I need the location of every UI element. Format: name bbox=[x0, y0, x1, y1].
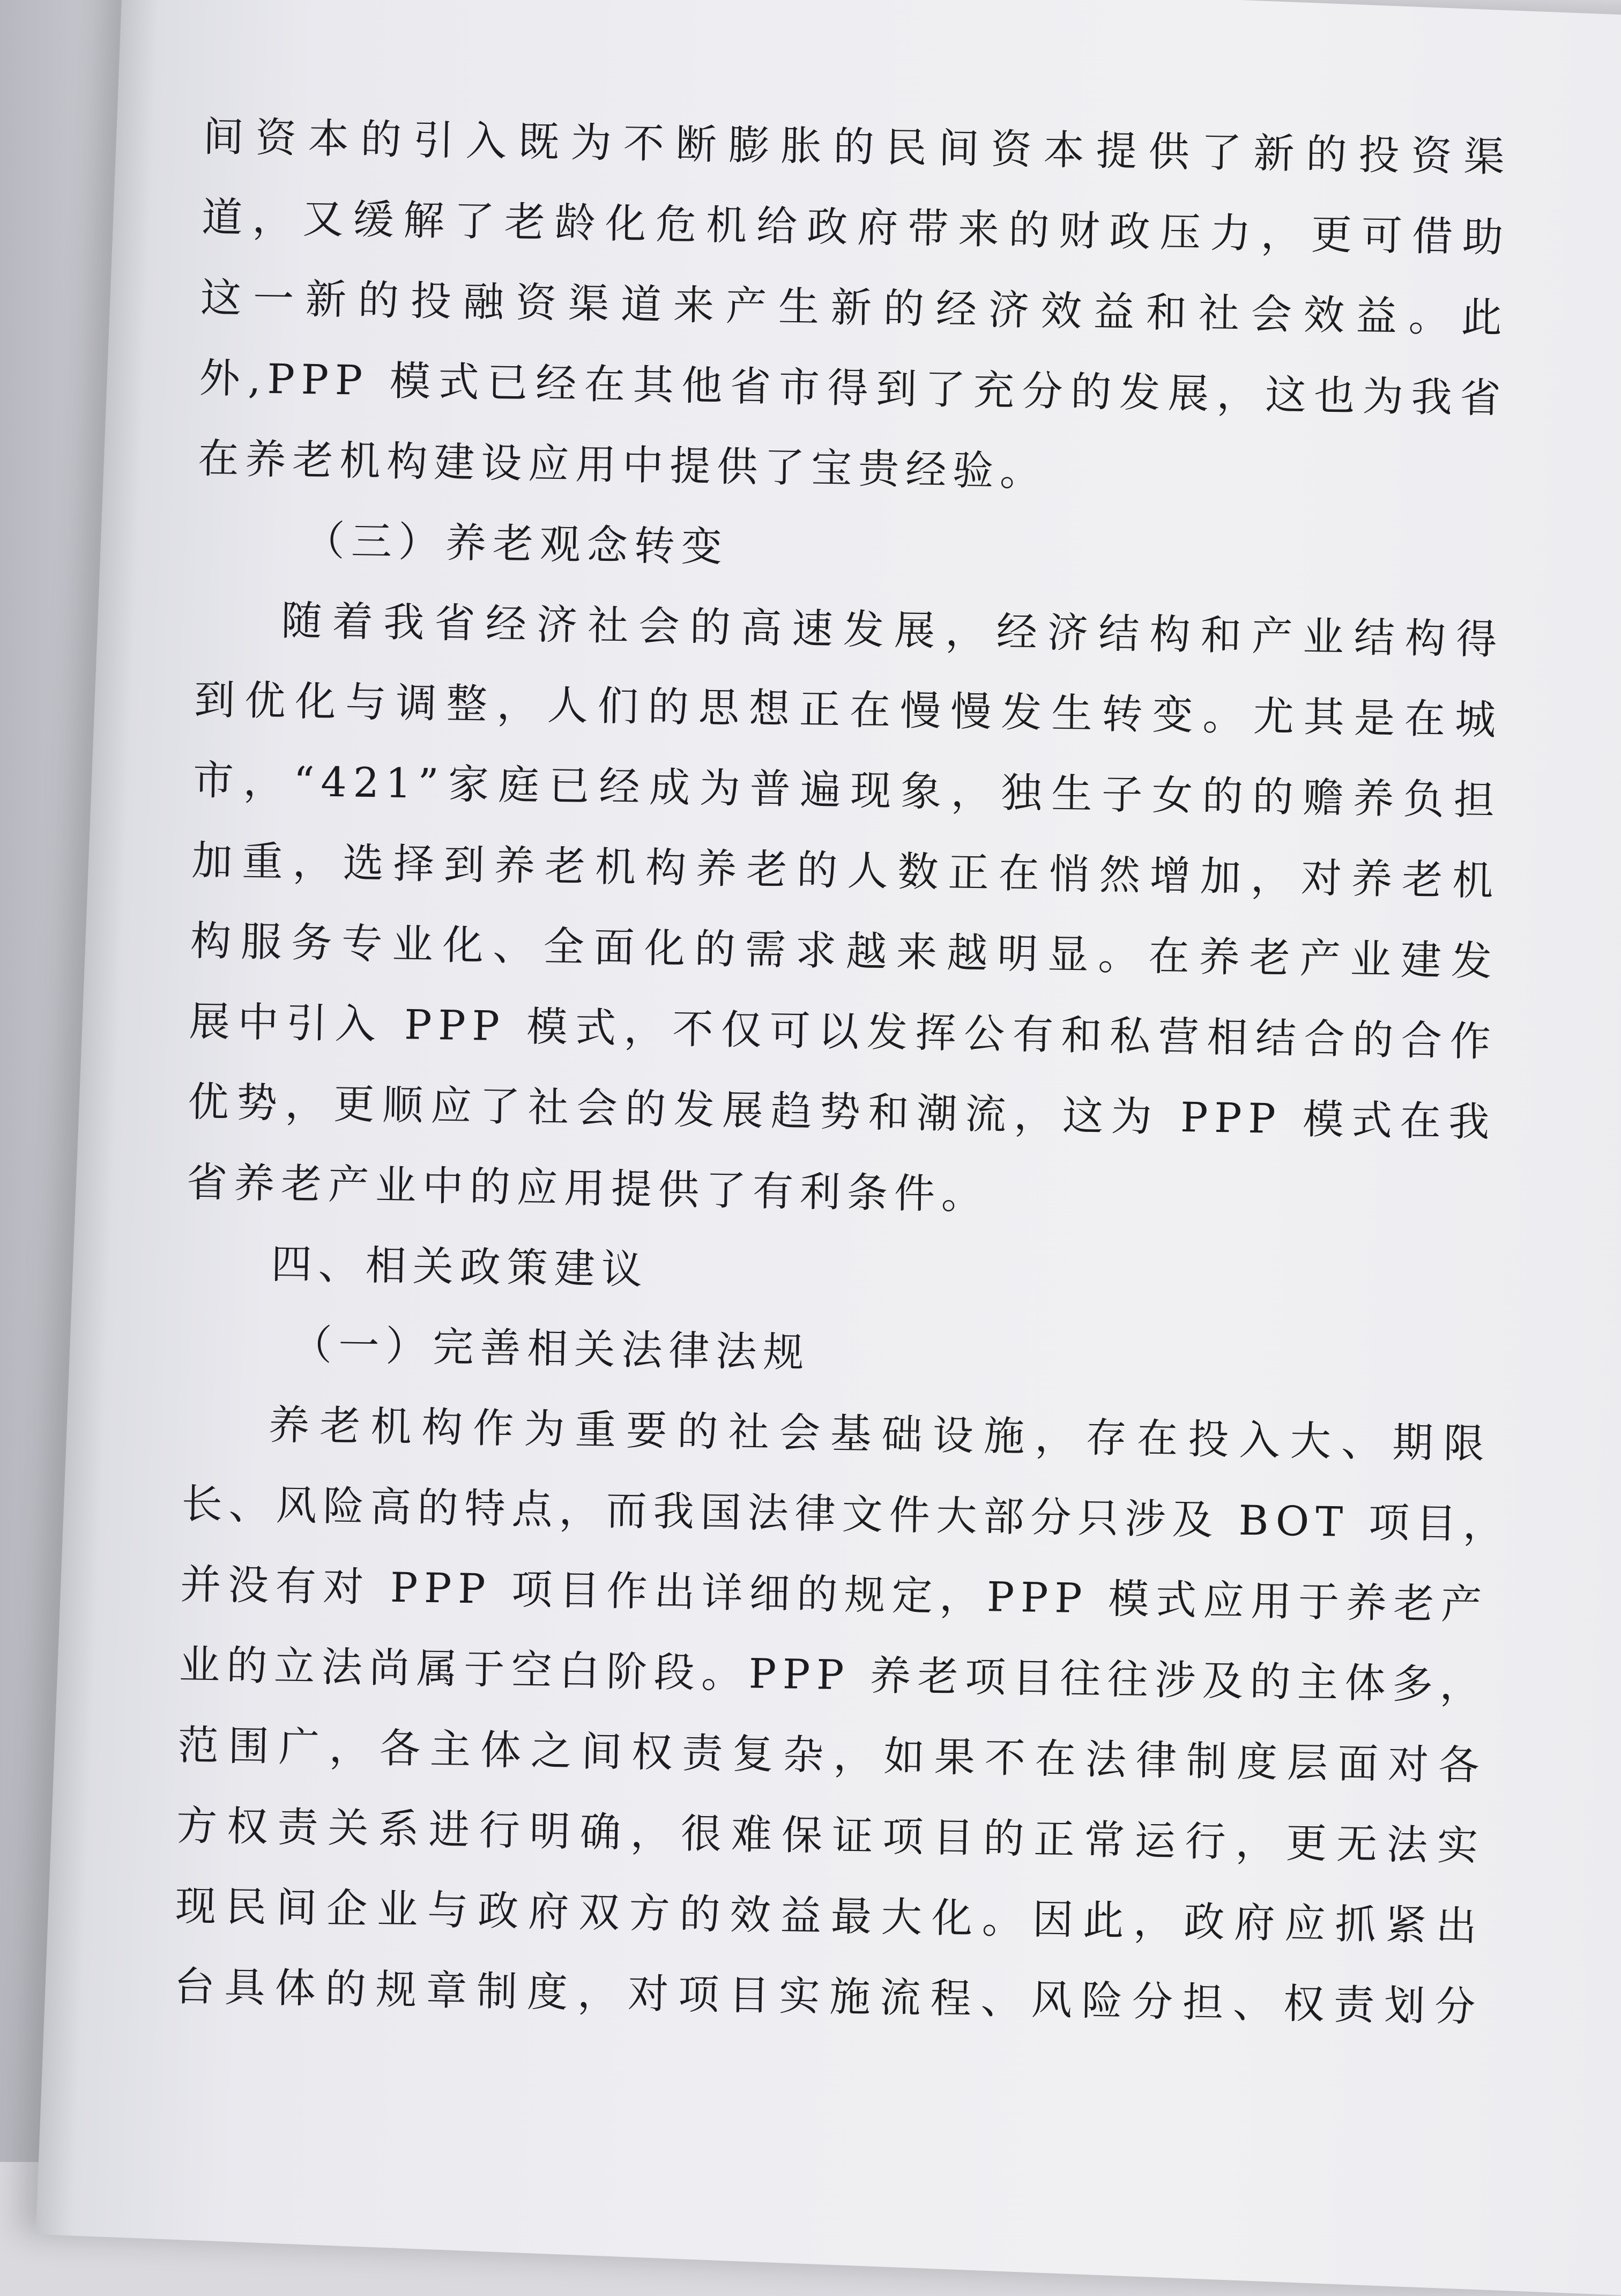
paragraph-3-line-8: 台具体的规章制度，对项目实施流程、风险分担、权责划分 bbox=[173, 1962, 1483, 2031]
paragraph-2-line-6: 展中引入 PPP 模式，不仅可以发挥公有和私营相结合的合作 bbox=[189, 997, 1498, 1066]
paragraph-1-line-4: 外,PPP 模式已经在其他省市得到了充分的发展，这也为我省 bbox=[199, 353, 1508, 423]
paragraph-1-line-3: 这一新的投融资渠道来产生新的经济效益和社会效益。此 bbox=[200, 273, 1509, 342]
paragraph-1-line-5: 在养老机构建设应用中提供了宝贵经验。 bbox=[197, 434, 1047, 495]
section-heading-4: 四、相关政策建议 bbox=[271, 1240, 649, 1294]
paragraph-2-line-1: 随着我省经济社会的高速发展，经济结构和产业结构得 bbox=[280, 596, 1504, 664]
document-text bbox=[173, 97, 1512, 2046]
paragraph-2-line-2: 到优化与调整，人们的思想正在慢慢发生转变。尤其是在城 bbox=[194, 675, 1503, 744]
paragraph-3-line-7: 现民间企业与政府双方的效益最大化。因此，政府应抓紧出 bbox=[175, 1882, 1484, 1950]
paragraph-1-line-2: 道，又缓解了老龄化危机给政府带来的财政压力，更可借助 bbox=[201, 192, 1510, 262]
subheading-4-1: （一）完善相关法律法规 bbox=[291, 1320, 811, 1377]
paragraph-2-line-5: 构服务专业化、全面化的需求越来越明显。在养老产业建发 bbox=[190, 916, 1499, 986]
paragraph-3-line-6: 方权责关系进行明确，很难保证项目的正常运行，更无法实 bbox=[176, 1801, 1485, 1870]
paragraph-2-line-7: 优势，更顺应了社会的发展趋势和潮流，这为 PPP 模式在我 bbox=[187, 1077, 1496, 1146]
paragraph-3-line-4: 业的立法尚属于空白阶段。PPP 养老项目往往涉及的主体多， bbox=[179, 1640, 1488, 1709]
paragraph-2-line-8: 省养老产业中的应用提供了有利条件。 bbox=[186, 1158, 989, 1219]
paragraph-2-line-3: 市，“421”家庭已经成为普遍现象，独生子女的的赡养负担 bbox=[192, 756, 1501, 825]
paragraph-2-line-4: 加重，选择到养老机构养老的人数正在悄然增加，对养老机 bbox=[191, 836, 1500, 905]
subheading-3: （三）养老观念转变 bbox=[303, 516, 729, 571]
paragraph-3-line-2: 长、风险高的特点，而我国法律文件大部分只涉及 BOT 项目， bbox=[181, 1479, 1511, 1549]
paragraph-3-line-3: 并没有对 PPP 项目作出详细的规定，PPP 模式应用于养老产 bbox=[180, 1560, 1489, 1628]
paragraph-3-line-5: 范围广，各主体之间权责复杂，如果不在法律制度层面对各 bbox=[177, 1721, 1486, 1789]
paragraph-3-line-1: 养老机构作为重要的社会基础设施，存在投入大、期限 bbox=[268, 1401, 1491, 1468]
paragraph-1-line-1: 间资本的引入既为不断膨胀的民间资本提供了新的投资渠 bbox=[203, 112, 1512, 181]
